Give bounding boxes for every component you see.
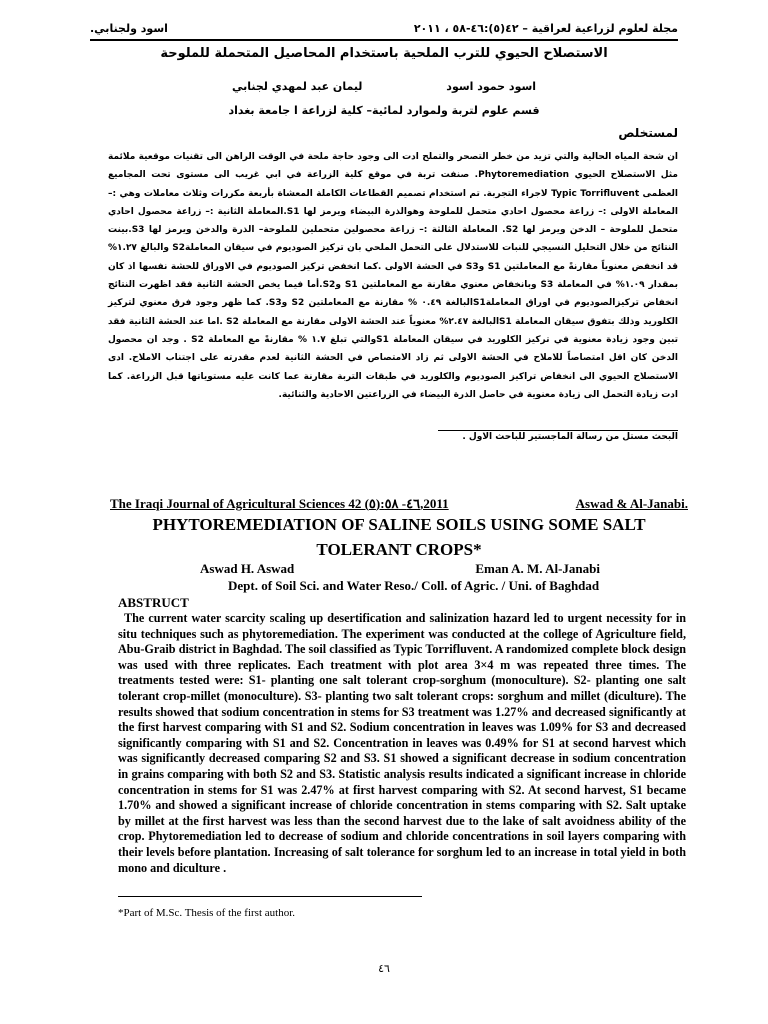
- english-journal-header: [110, 496, 688, 512]
- english-title-line-2: TOLERANT CROPS*: [316, 540, 482, 559]
- english-author-2: Eman A. M. Al-Janabi: [475, 561, 600, 576]
- arabic-footnote-divider: [438, 430, 678, 431]
- english-journal-citation: The Iraqi Journal of Agricultural Sciences 42 (٥):٤٦- ٥٨,2011: [110, 496, 449, 511]
- english-abstract-heading: ABSTRUCT: [118, 595, 189, 610]
- english-department: Dept. of Soil Sci. and Water Reso./ Coll. of Agric. / Uni. of Baghdad: [228, 578, 600, 593]
- english-header-authors: Aswad & Al-Janabi.: [575, 496, 688, 511]
- arabic-journal-citation: مجلة لعلوم لزراعية لعراقية – ٤٢(٥):٤٦-٥٨ ، ٢٠١١: [413, 22, 678, 35]
- arabic-author-1: اسود حمود اسود: [446, 80, 537, 93]
- english-abstract: The current water scarcity scaling up desertification and salinization hazard led to urgent necessity for in situ techniques such as phytoremediation. The experiment was conducted at the college of Agriculture field, Abu-Graib district in Baghdad. The soil classified as Typic Torrifluvent. A randomized complete block design was used with three replicates. Each treatment with plot area 3×4 m was repeated three times. The treatments tested were: S1- planting one salt tolerant crop-sorghum (monoculture). S2- planting one salt tolerant crop-millet (monoculture). S3- planting two salt tolerant crops: sorghum and millet (diculture). The results showed that sodium concentration in stems for S3 treatment was 1.27% and decreased significantly at the first harvest comparing with S1 and S2. Sodium concentration in leaves was 1.09% for S3 and decreased significantly comparing with S1 and S2. Concentration in leaves was 0.49% for S1 at second harvest which was significantly decreased comparing S2 and S3. S1 showed a significant decrease in sodium concentration in grains comparing with both S2 and S3. Statistic analysis results indicated a significant increase in chloride concentration in stems for S1 was 2.47% at first harvest comparing with S2. At second harvest, S1 became 1.70% and showed a significant increase of chloride concentration in stems comparing with S2. Salt uptake by millet at the first harvest was less than the second harvest due to the lake of salt avoidness ability of the crop. Phytoremediation led to decrease of sodium and chloride concentrations in soil layers comparing with their levels before plantation. Increasing of salt tolerance for sorghum led to an increase in total yield in both mono and diculture .: [118, 611, 686, 875]
- arabic-department: قسم علوم لتربة ولموارد لمائية– كلية لزراعة ا جامعة بغداد: [228, 104, 540, 117]
- arabic-footnote: البحث مستل من رسالة الماجستير للباحث الاول .: [462, 432, 678, 442]
- arabic-header-authors: اسود ولجنابي.: [90, 22, 168, 35]
- english-title: [110, 512, 688, 562]
- english-author-1: Aswad H. Aswad: [200, 561, 295, 576]
- arabic-abstract-heading: لمستخلص: [618, 126, 678, 140]
- english-footnote-divider: [118, 896, 422, 897]
- english-authors: [200, 561, 600, 577]
- arabic-abstract: ان شحة المياه الحالية والتي تزيد من خطر التصحر والتملح ادت الى وجود حاجة ملحة في الوقت الراهن الى تقنيات موقعية ملائمة مثل الاستصلاح الحيوي Phytoremediation. صنفت تربة في موقع كلية الزراعة في ابي غريب الى مستوى تحت المجاميع العظمى Typic Torrifluvent لاجراء التجربة. تم استخدام تصميم القطاعات الكاملة المعشاة بأربعة مكررات وثلاث معاملات وهي :– المعاملة الاولى :– زراعة محصول احادي متحمل للملوحة وهوالذرة البيضاء ويرمز لها S1.المعاملة الثانية :– زراعة محصول احادي متحمل للملوحة – الدخن ويرمز لها S2. المعاملة الثالثة :– زراعة محصولين متحملين للملوحة– الذرة والدخن ويرمز لها S3.بينت النتائج من خلال التحليل النسيجي للنبات للاستدلال على التحمل الملحي بان تركيز الصوديوم في سيقان المعاملةS2 والبالغ ١.٢٧% قد انخفض معنوياً مقارنةً مع المعاملتين S1 وS3 في الحشة الاولى .كما انخفض تركيز الصوديوم في الاوراق للحشة نفسها اذ كان بمقدار ١.٠٩% في المعاملة S3 وبانخفاض معنوي مقارنة مع المعاملتين S1 وS2.أما فيما يخص الحشة الثانية فقد اظهرت النتائج انخفاض تركيزالصوديوم في اوراق المعاملةS1البالغة ٠.٤٩ % مقارنة مع المعاملتين S2 وS3. كما ظهر وجود فرق معنوي لتركيز الكلوريد وذلك بتفوق سيقان المعاملة S1البالغة ٢.٤٧% معنوياً عند الحشة الاولى مقارنة مع المعاملة S2 .اما عند الحشة الثانية فقد تبين وجود زيادة معنوية في تركيز الكلوريد في سيقان المعاملة S1والتي تبلغ ١.٧ % مقارنةً مع المعاملة S2 . وجد ان محصول الدخن كان اقل امتصاصاً للاملاح في الحشة الاولى ثم زاد الامتصاص في الحشة الثانية لعدم مقدرته على اجتناب الاملاح. ادى الاستصلاح الحيوي الى انخفاض تراكيز الصوديوم والكلوريد في طبقات التربة مقارنة عما كانت عليه مستوياتها قبل الزراعة. كما ادت زيادة التحمل الى زيادة معنوية في حاصل الذرة البيضاء في الزراعتين الاحادية والثنائية.: [108, 152, 679, 400]
- page-number: ٤٦: [378, 962, 390, 975]
- english-footnote: *Part of M.Sc. Thesis of the first author.: [118, 907, 295, 919]
- arabic-author-2: ليمان عبد لمهدي لجنابي: [231, 80, 363, 93]
- english-title-line-1: PHYTOREMEDIATION OF SALINE SOILS USING SOME SALT: [152, 515, 646, 534]
- arabic-running-header: [90, 22, 678, 41]
- arabic-authors: [90, 80, 678, 93]
- arabic-title: الاستصلاح الحيوي للترب الملحية باستخدام المحاصيل المتحملة للملوحة: [160, 46, 608, 61]
